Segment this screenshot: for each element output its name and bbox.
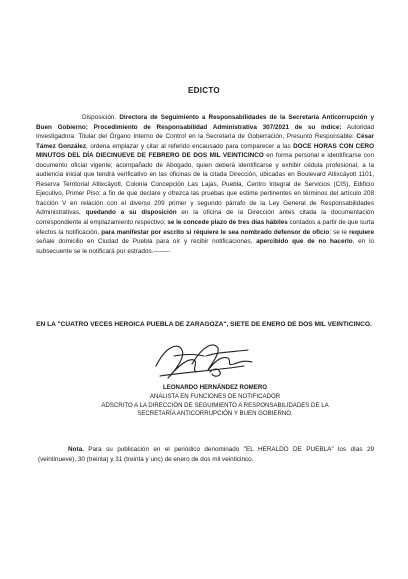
body-segment: ; se le (329, 228, 349, 236)
body-segment-bold: para manifestar por escrito si réquiere le sea nombrado defensor de oficio (101, 228, 330, 236)
body-segment-bold: quedando a su disposición (85, 209, 177, 217)
body-segment: Autoridad Investigadora: Titular del Órgano Interno de Control en la Secretaría de Goberración, Presunto Responsable: (36, 123, 374, 141)
place-and-date: EN LA "CUATRO VECES HEROICA PUEBLA DE ZARAGOZA", SIETE DE ENERO DE DOS MIL VEINTICINCO. (36, 321, 372, 328)
note-label: Nota. (68, 446, 84, 453)
body-segment: , en lo subsecuente se le notificará por estrados.-------- (36, 238, 375, 255)
signer-affiliation-line: ADSCRITO A LA DIRECCIÓN DE SEGUIMIENTO A RESPONSABILIDADES DE LA (101, 401, 329, 409)
note-text: Para su publicación en el periódico denominado "EL HERALDO DE PUEBLA" los días 29 (veintinueve), 30 (treinta) y 31 (treinta y unc) de enero de dos mil veinticinco. (38, 446, 374, 463)
handwritten-signature (148, 336, 258, 382)
body-segment: , ordena emplazar y citar al referido encausado para comparecer a las (86, 142, 294, 150)
signer-block (100, 384, 330, 419)
respondent-name: César Támez González (36, 133, 374, 150)
hearing-datetime: DOCE HORAS CON CERO MINUTOS DEL DÍA DIECINUEVE DE FEBRERO DE DOS MIL VEINTICINCO (36, 142, 375, 160)
body-segment: Disposición. (82, 114, 120, 121)
document-title: EDICTO (188, 86, 220, 95)
signer-affiliation-line: SECRETARÍA ANTICORRUPCIÓN Y BUEN GOBIERNO. (137, 410, 293, 418)
body-segment-bold: requiere (348, 228, 375, 236)
body-segment-bold: se le concede plazo de tres días hábiles (167, 219, 288, 227)
body-segment-bold: apercibido que de no hacerlo (256, 238, 353, 246)
edict-body (36, 113, 374, 256)
signer-role: ANALISTA EN FUNCIONES DE NOTIFICADOR (149, 392, 281, 400)
body-segment: contados a partir de que surta efectos la notificación, (36, 219, 374, 236)
body-segment: en la oficina de la Dirección antes citada la documentación correspondiente al emplazamiento respectivo; (36, 209, 374, 227)
body-segment: en forma personal e identificarse con documento oficial vigente; acompañado de Abogado, quien deberá identificarse y exhibir cédula profesional, a la audiencia inicial que tendrá verificativo en las oficinas de la citada Dirección, ubicadas en Boulevard Atlixcáyotl 1101, Reserva Territorial Atlixcáyotl, Colonia Concepción Las Lajas, Puebla, Centro Integral de Servicios (CIS), Edificio Ejecutivo, Primer Piso; a fin de que declare y ofrezca las pruebas que estime pertinentes en términos del artículo 208 fracción V en relación con el diverso 209 primer y segundo párrafo de la Ley General de Responsabilidades Administrativas, (36, 152, 374, 217)
body-segment-bold: Directora de Seguimiento a Responsabilidades de la Secretaría Anticorrupción y Buen Gobierno; Procedimiento de Responsabilidad Administrativa 307/2021 de su índice: (36, 114, 374, 131)
signer-name: LEONARDO HERNÁNDEZ ROMERO (163, 384, 267, 391)
publication-note (38, 445, 374, 464)
body-segment: señale domicilio en Ciudad de Puebla para oír y recibir notificaciones, (36, 238, 257, 246)
